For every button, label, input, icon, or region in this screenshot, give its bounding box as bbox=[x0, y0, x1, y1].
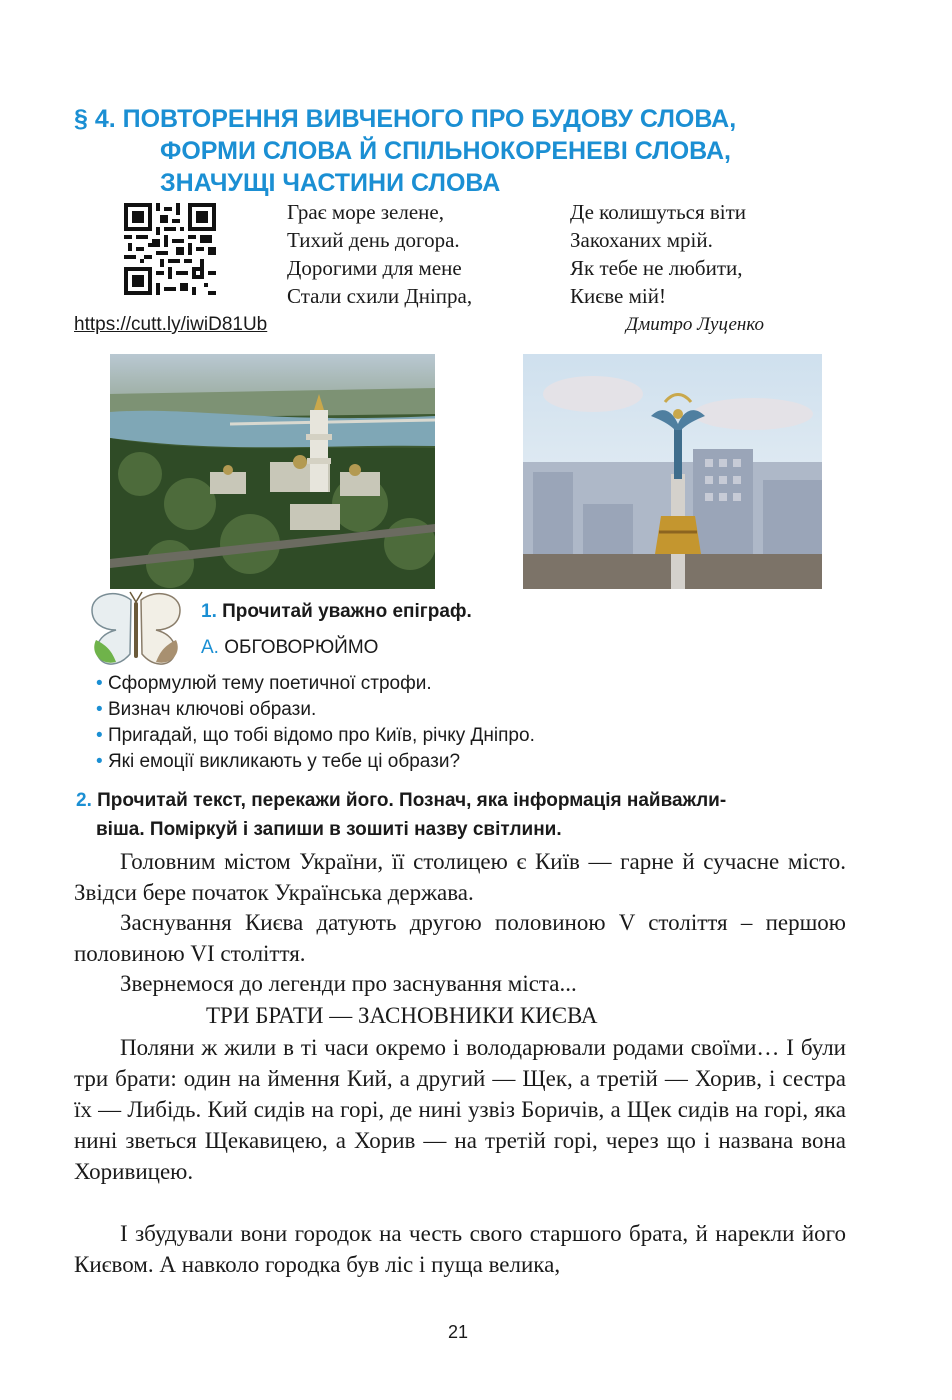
task-2-line-1: 2. Прочитай текст, перекажи його. Познач, яка інформація найважли- bbox=[76, 790, 727, 811]
discussion-bullets bbox=[96, 671, 535, 775]
poem-right-column bbox=[570, 198, 746, 310]
paragraph-2: Заснування Києва датують другою половиною V століття – першою половиною VI століття. bbox=[74, 910, 846, 966]
butterfly-icon bbox=[86, 590, 186, 668]
poem-line: Закоханих мрій. bbox=[570, 228, 713, 252]
list-item: • Пригадай, що тобі відомо про Київ, річку Дніпро. bbox=[96, 725, 535, 746]
task-1-text: Прочитай уважно епіграф. bbox=[222, 601, 472, 622]
paragraph-1: Головним містом України, її столицею є Київ — гарне й сучасне місто. Звідси бере початок Українська держава. bbox=[74, 849, 846, 905]
poem-line: Де колишуться віти bbox=[570, 200, 747, 224]
qr-code[interactable] bbox=[124, 203, 216, 295]
poem-line: Грає море зелене, bbox=[287, 200, 444, 224]
list-item: • Визнач ключові образи. bbox=[96, 699, 317, 720]
section-title-line-1: § 4. ПОВТОРЕННЯ ВИВЧЕНОГО ПРО БУДОВУ СЛОВА, bbox=[74, 105, 737, 133]
task-1-number: 1. bbox=[201, 601, 217, 622]
task-2-number: 2. bbox=[76, 790, 92, 811]
photo-independence-monument bbox=[523, 354, 822, 589]
poem-line: Дорогими для мене bbox=[287, 256, 462, 280]
paragraph-3: Звернемося до легенди про заснування міста... bbox=[120, 971, 577, 996]
task-1 bbox=[201, 601, 472, 623]
page-number: 21 bbox=[448, 1322, 469, 1342]
photo-kyiv-lavra bbox=[110, 354, 435, 589]
discuss-letter: А. bbox=[201, 637, 219, 658]
poem-line: Києве мій! bbox=[570, 284, 666, 308]
poem-line: Як тебе не любити, bbox=[570, 256, 743, 280]
list-item: • Сформулюй тему поетичної строфи. bbox=[96, 673, 432, 694]
poem-author: Дмитро Луценко bbox=[626, 314, 764, 335]
paragraph-5: І збудували вони городок на честь свого старшого брата, й нарекли його Києвом. А навколо городка був ліс і пуща велика, bbox=[74, 1221, 846, 1277]
discuss-label: ОБГОВОРЮЙМО bbox=[224, 637, 379, 658]
task-2-line-2: віша. Поміркуй і запиши в зошиті назву світлини. bbox=[96, 819, 562, 840]
qr-link[interactable]: https://cutt.ly/iwiD81Ub bbox=[74, 314, 268, 335]
poem-line: Стали схили Дніпра, bbox=[287, 284, 473, 308]
section-title-line-2: ФОРМИ СЛОВА Й СПІЛЬНОКОРЕНЕВІ СЛОВА, bbox=[160, 137, 731, 165]
list-item: • Які емоції викликають у тебе ці образи? bbox=[96, 751, 461, 772]
poem-line: Тихий день догора. bbox=[287, 228, 460, 252]
legend-title: ТРИ БРАТИ — ЗАСНОВНИКИ КИЄВА bbox=[206, 1003, 598, 1028]
discuss-heading bbox=[201, 637, 378, 659]
section-title-line-3: ЗНАЧУЩІ ЧАСТИНИ СЛОВА bbox=[160, 169, 501, 197]
poem-left-column bbox=[287, 198, 472, 310]
paragraph-4: Поляни ж жили в ті часи окремо і володарювали родами своїми… І були три брати: один на ймення Кий, а другий — Щек, а третій — Хорив, і сестра їх — Либідь. Кий сидів на горі, де нині узвіз Боричів, а Щек сидів на горі, яка нині зветься Щекавицею, а Хорив — на третій горі, через що і названа вона Хоривицею. bbox=[74, 1035, 846, 1184]
